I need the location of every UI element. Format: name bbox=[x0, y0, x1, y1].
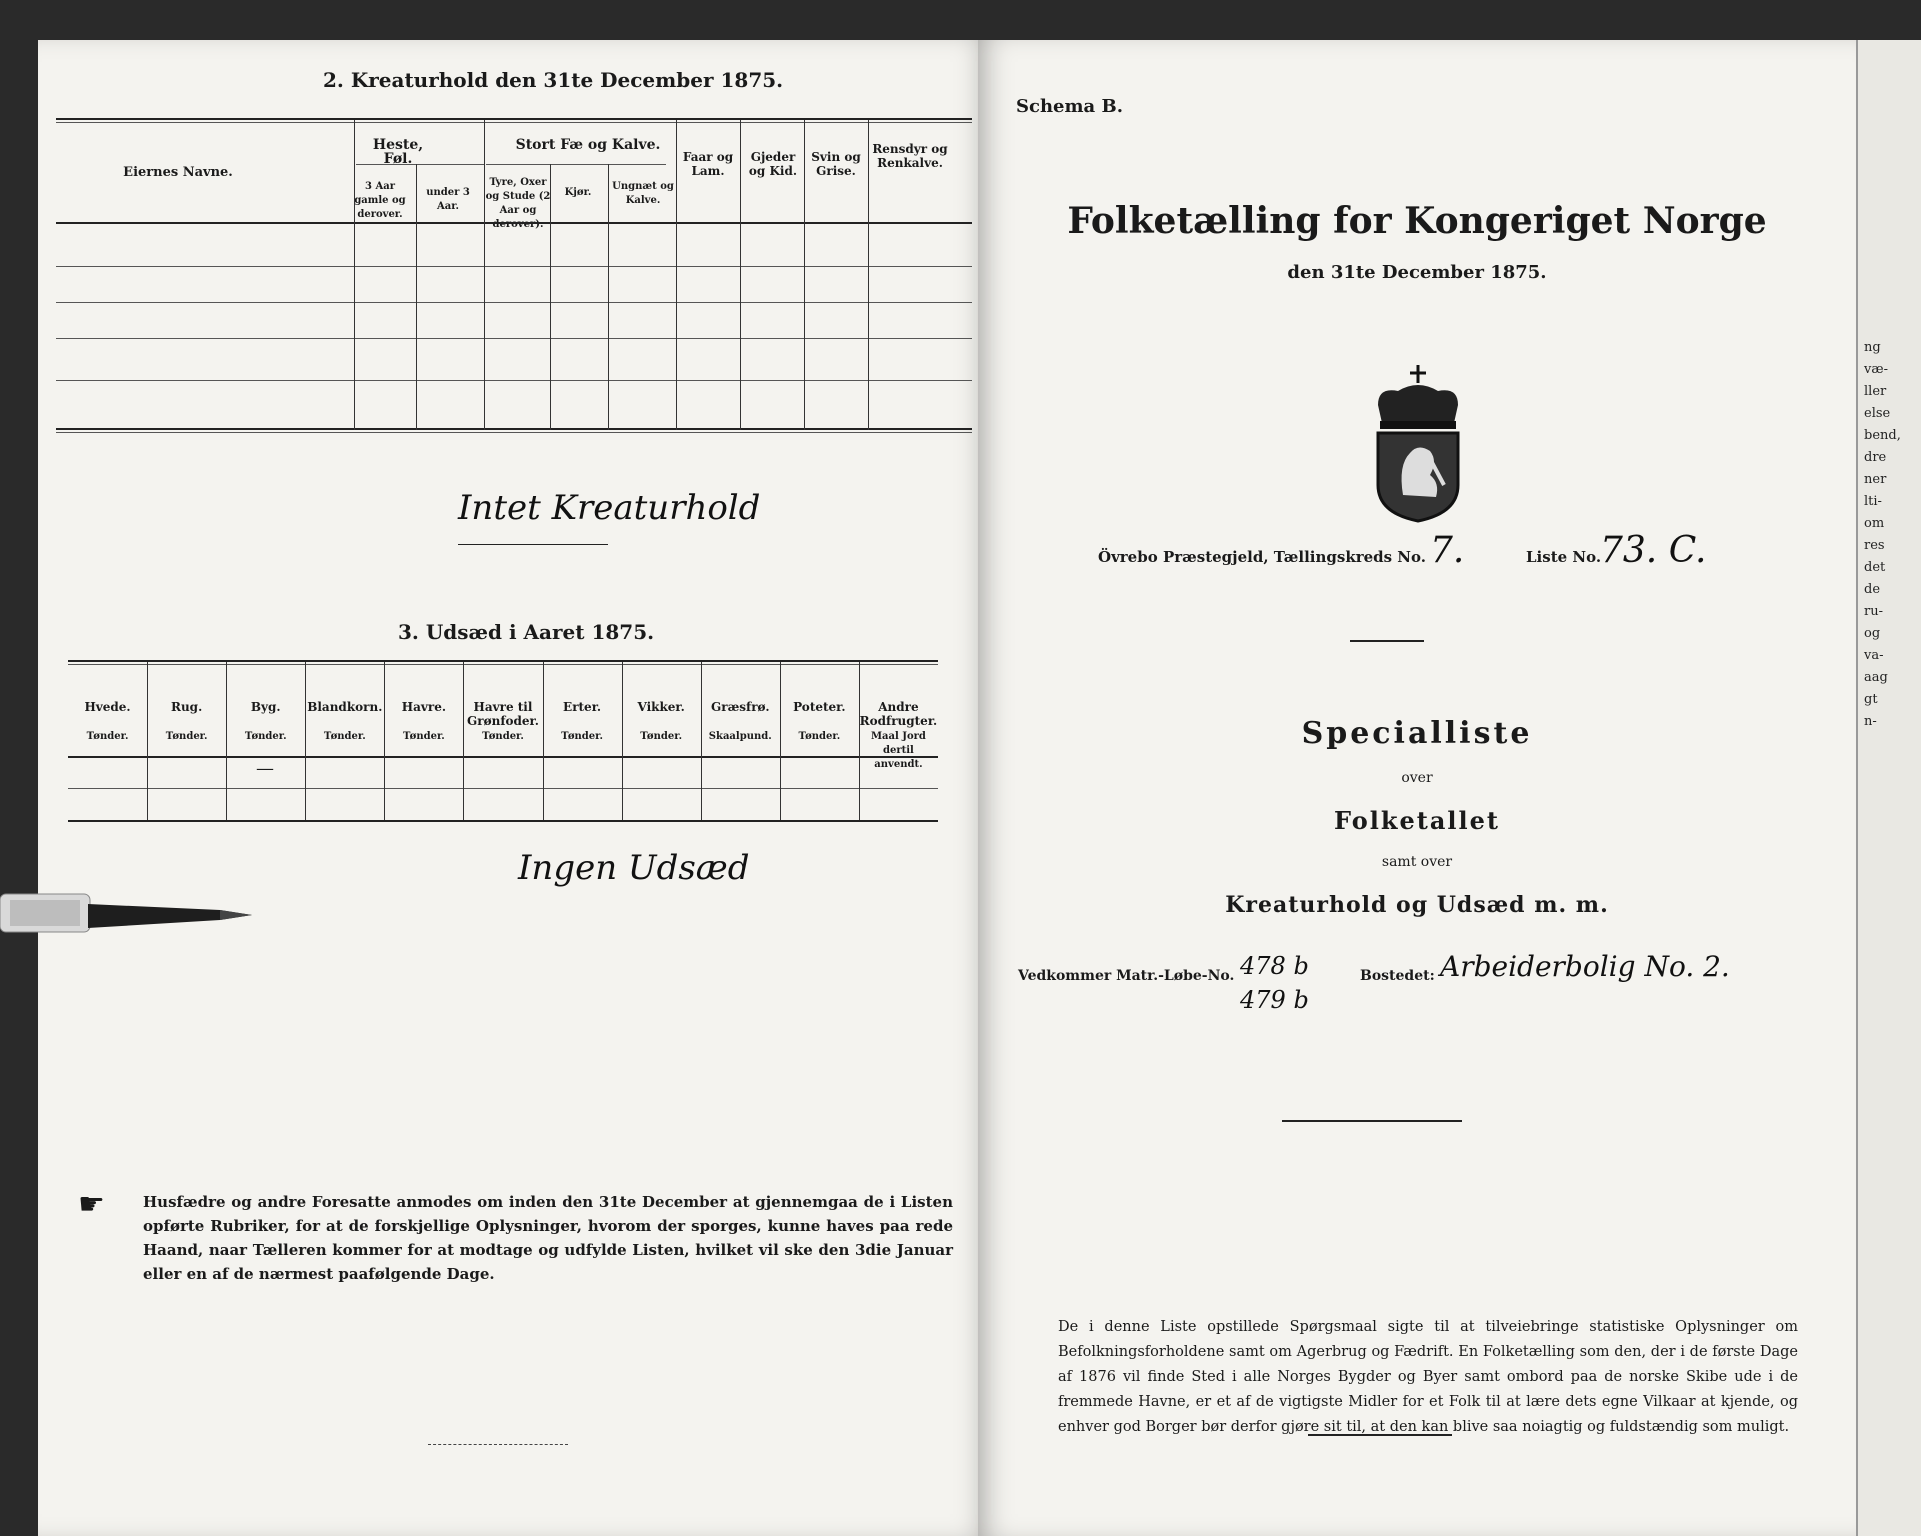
seed-header-unit: Tønder. bbox=[86, 731, 129, 742]
table-rule bbox=[56, 222, 972, 224]
header-cattle-bulls: Tyre, Oxer og Stude (2 Aar og derover). bbox=[485, 177, 551, 230]
livestock-handwritten: Intet Kreaturhold bbox=[458, 488, 761, 528]
edge-fragment: og bbox=[1864, 626, 1881, 641]
table-col-line bbox=[305, 662, 306, 820]
table-col-line bbox=[804, 120, 805, 430]
right-page bbox=[978, 40, 1856, 1536]
edge-fragment: aag bbox=[1864, 670, 1888, 685]
left-page bbox=[38, 40, 990, 1536]
seed-header-name: Blandkorn. bbox=[307, 700, 383, 714]
edge-fragment: va- bbox=[1864, 648, 1884, 663]
table-rule bbox=[68, 820, 938, 822]
table-col-line bbox=[608, 164, 609, 430]
seed-header-unit: Tønder. bbox=[323, 731, 366, 742]
edge-fragment: om bbox=[1864, 516, 1885, 531]
list-label: Liste No. bbox=[1526, 548, 1602, 566]
list-number: 73. C. bbox=[1600, 530, 1707, 571]
edge-fragment: det bbox=[1864, 560, 1886, 575]
seed-header-name: Byg. bbox=[250, 700, 281, 714]
table-col-line bbox=[416, 164, 417, 430]
page-title: Folketælling for Kongeriget Norge bbox=[1067, 200, 1767, 242]
footer-text: De i denne Liste opstillede Spørgsmaal sigte til at tilveiebringe statistiske Oplysninger om Befolkningsforholdene samt om Agerbrug og Fædrift. En Folketælling som den, der i de første Dage af 1876 vil finde Sted i alle Norges Bygder og Byer samt ombord paa de norske Skibe ude i de fremmede Havne, er et af de vigtigste Midler for et Folk til at lære dets egne Vilkaar at kjende, og enhver god Borger bør derfor gjøre sit til, at den kan blive saa noiagtig og fuldstændig som muligt. bbox=[1058, 1319, 1798, 1435]
district-number: 7. bbox=[1430, 530, 1465, 571]
table-col-line bbox=[354, 120, 355, 430]
coat-of-arms-icon bbox=[1348, 365, 1488, 525]
table-rule bbox=[56, 432, 972, 433]
table-col-line bbox=[868, 120, 869, 430]
seed-header-name: Græsfrø. bbox=[711, 700, 770, 714]
seed-header-name: Havre til Grønfoder. bbox=[467, 700, 539, 728]
table-row-line bbox=[56, 302, 972, 303]
parish-label: Övrebo Præstegjeld, Tællingskreds No. bbox=[1098, 548, 1426, 566]
table-row-line bbox=[56, 380, 972, 381]
bottom-divider bbox=[1308, 1434, 1452, 1436]
table-row-line bbox=[68, 788, 938, 789]
seed-header-unit: Tønder. bbox=[244, 731, 287, 742]
header-pigs: Svin og Grise. bbox=[811, 150, 861, 178]
pen-icon bbox=[0, 880, 260, 950]
kreaturhold-heading: Kreaturhold og Udsæd m. m. bbox=[1225, 892, 1609, 918]
table-rule bbox=[68, 660, 938, 662]
header-sheep: Faar og Lam. bbox=[682, 150, 734, 178]
handwriting-underline bbox=[458, 544, 608, 545]
edge-fragment: bend, bbox=[1864, 428, 1901, 443]
signature-line bbox=[428, 1444, 568, 1445]
header-reindeer: Rensdyr og Renkalve. bbox=[872, 142, 948, 170]
pointing-hand-icon: ☛ bbox=[78, 1187, 105, 1222]
seed-header-name: Poteter. bbox=[793, 700, 846, 714]
table-rule bbox=[68, 664, 938, 665]
table-col-line bbox=[147, 662, 148, 820]
table-rule bbox=[68, 756, 938, 758]
table-col-line bbox=[780, 662, 781, 820]
header-horses: Heste, Føl. bbox=[372, 137, 424, 167]
table-col-line bbox=[484, 120, 485, 430]
table-col-line bbox=[701, 662, 702, 820]
subheader-rule bbox=[486, 164, 666, 165]
specialliste-heading: Specialliste bbox=[1301, 716, 1533, 751]
seed-header-name: Hvede. bbox=[84, 700, 131, 714]
table-col-line bbox=[740, 120, 741, 430]
edge-fragment: n- bbox=[1864, 714, 1877, 729]
table-col-line bbox=[859, 662, 860, 820]
table-rule bbox=[56, 122, 972, 123]
matr-number-2: 479 b bbox=[1240, 986, 1309, 1014]
header-cattle-young: Ungnæt og Kalve. bbox=[612, 181, 674, 206]
table-col-line bbox=[676, 120, 677, 430]
header-goats: Gjeder og Kid. bbox=[748, 150, 798, 178]
matr-label: Vedkommer Matr.-Løbe-No. bbox=[1018, 968, 1235, 984]
edge-fragment: lti- bbox=[1864, 494, 1882, 509]
bosted-value: Arbeiderbolig No. 2. bbox=[1440, 950, 1730, 983]
bosted-label: Bostedet: bbox=[1360, 968, 1435, 984]
seed-header-unit: Tønder. bbox=[403, 731, 445, 742]
seed-handwritten: Ingen Udsæd bbox=[518, 848, 750, 888]
table-col-line bbox=[384, 662, 385, 820]
seed-header-unit: Tønder. bbox=[640, 731, 683, 742]
page-subtitle: den 31te December 1875. bbox=[1287, 262, 1547, 283]
edge-fragment: else bbox=[1864, 406, 1891, 421]
seed-header-name: Vikker. bbox=[637, 700, 685, 714]
table-col-line bbox=[463, 662, 464, 820]
header-horses-young: under 3 Aar. bbox=[426, 187, 470, 212]
seed-header-name: Havre. bbox=[401, 700, 447, 714]
samt-over-text: samt over bbox=[1381, 854, 1453, 870]
seed-header-unit: Tønder. bbox=[798, 731, 841, 742]
table-col-line bbox=[622, 662, 623, 820]
seed-header-unit: Tønder. bbox=[165, 731, 208, 742]
table-row-line bbox=[56, 338, 972, 339]
section2-title: 2. Kreaturhold den 31te December 1875. bbox=[323, 68, 784, 92]
edge-fragment: de bbox=[1864, 582, 1881, 597]
edge-fragment: ner bbox=[1864, 472, 1887, 487]
seed-header-name: Erter. bbox=[563, 700, 602, 714]
edge-fragment: gt bbox=[1864, 692, 1878, 707]
section3-title: 3. Udsæd i Aaret 1875. bbox=[398, 620, 655, 644]
seed-header-name: Andre Rodfrugter. bbox=[859, 700, 938, 728]
table-rule bbox=[56, 118, 972, 120]
seed-header-unit: Tønder. bbox=[561, 731, 603, 742]
table-rule bbox=[56, 428, 972, 430]
edge-fragment: dre bbox=[1864, 450, 1887, 465]
header-horses-old: 3 Aar gamle og derover. bbox=[354, 181, 406, 220]
divider bbox=[1282, 1120, 1462, 1122]
edge-fragment: res bbox=[1864, 538, 1885, 553]
table-col-line bbox=[226, 662, 227, 820]
header-owner: Eiernes Navne. bbox=[123, 165, 233, 180]
seed-header-unit: Skaalpund. bbox=[708, 731, 772, 742]
table-row-line bbox=[56, 266, 972, 267]
edge-fragment: ng bbox=[1864, 340, 1881, 355]
edge-fragment: væ- bbox=[1864, 362, 1888, 377]
subheader-rule bbox=[356, 164, 484, 165]
table-col-line bbox=[550, 164, 551, 430]
notice-text: Husfædre og andre Foresatte anmodes om inden den 31te December at gjennemgaa de i Listen opførte Rubriker, for at de forskjellige Oplysninger, hvorom der sporges, kunne haves paa rede Haand, naar Tælleren kommer for at modtage og udfylde Listen, hvilket vil ske den 3die Januar eller en af de nærmest paafølgende Dage. bbox=[143, 1193, 953, 1283]
schema-label: Schema B. bbox=[1016, 96, 1123, 117]
divider bbox=[1350, 640, 1424, 642]
seed-header-name: Rug. bbox=[170, 700, 203, 714]
seed-header-unit: Maal Jord dertil anvendt. bbox=[870, 731, 926, 770]
edge-fragment: ller bbox=[1864, 384, 1887, 399]
header-cattle-cows: Kjør. bbox=[564, 187, 592, 198]
folketallet-heading: Folketallet bbox=[1334, 806, 1500, 835]
edge-fragment: ru- bbox=[1864, 604, 1883, 619]
next-page-edge bbox=[1856, 40, 1921, 1536]
over-text: over bbox=[1401, 770, 1433, 786]
matr-number-1: 478 b bbox=[1240, 952, 1309, 980]
seed-dash: — bbox=[256, 758, 274, 779]
table-col-line bbox=[543, 662, 544, 820]
seed-header-unit: Tønder. bbox=[482, 731, 524, 742]
header-cattle: Stort Fæ og Kalve. bbox=[515, 137, 661, 153]
